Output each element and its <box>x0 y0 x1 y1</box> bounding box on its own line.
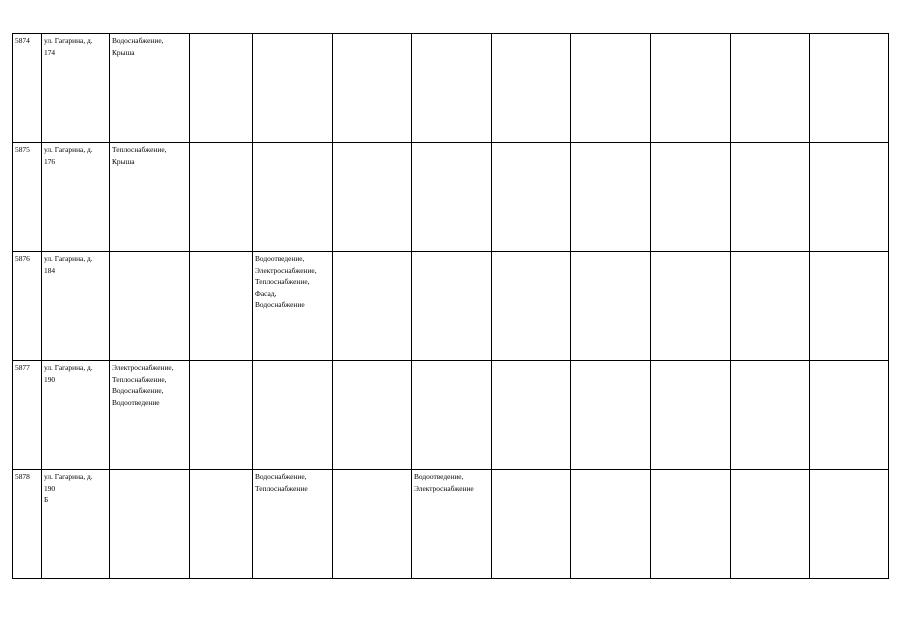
empty-cell <box>731 252 810 361</box>
empty-cell <box>651 34 731 143</box>
address-cell <box>42 361 110 470</box>
cell-text-line: Водоснабжение, <box>255 472 307 481</box>
row-number-cell <box>13 143 42 252</box>
table-row <box>13 361 889 470</box>
address-cell <box>42 470 110 579</box>
works-cell-col6 <box>333 143 412 252</box>
works-cell-col4 <box>190 252 253 361</box>
empty-cell <box>810 470 889 579</box>
works-cell-col3 <box>110 470 190 579</box>
works-cell-col3 <box>110 252 190 361</box>
works-cell-col5 <box>253 470 333 579</box>
works-cell-col5 <box>253 361 333 470</box>
cell-text-line: Водоснабжение <box>255 300 305 309</box>
empty-cell <box>651 252 731 361</box>
empty-cell <box>731 470 810 579</box>
cell-text-line: 190 <box>44 374 56 384</box>
cell-text-line: Крыша <box>112 156 135 166</box>
works-table <box>12 33 889 579</box>
cell-text-line: Теплоснабжение <box>255 483 308 493</box>
works-cell-col5 <box>253 34 333 143</box>
empty-cell <box>731 34 810 143</box>
cell-text-line: ул. Гагарина, д. <box>44 145 93 154</box>
works-cell-col6 <box>333 470 412 579</box>
table-row <box>13 470 889 579</box>
empty-cell <box>651 470 731 579</box>
works-cell-col4 <box>190 361 253 470</box>
works-cell-col7 <box>412 470 492 579</box>
empty-cell <box>492 252 571 361</box>
table-row <box>13 34 889 143</box>
works-cell-col4 <box>190 34 253 143</box>
works-cell-col3 <box>110 361 190 470</box>
cell-text-line: Водоснабжение, <box>112 36 164 45</box>
empty-cell <box>492 361 571 470</box>
cell-text-line: Крыша <box>112 47 135 57</box>
cell-text: 5878 <box>15 472 30 481</box>
cell-text-line: Водоотведение, <box>255 254 305 263</box>
cell-text-line: ул. Гагарина, д. <box>44 254 93 263</box>
cell-text-line: Водоотведение <box>112 397 160 407</box>
cell-text: 5874 <box>15 36 30 45</box>
works-cell-col4 <box>190 470 253 579</box>
cell-text-line: Электроснабжение, <box>255 265 317 275</box>
works-cell-col5 <box>253 252 333 361</box>
cell-text-line: Теплоснабжение, <box>112 145 167 154</box>
row-number-cell <box>13 361 42 470</box>
cell-text-line: Теплоснабжение, <box>112 374 167 384</box>
empty-cell <box>571 470 651 579</box>
address-cell <box>42 143 110 252</box>
empty-cell <box>651 361 731 470</box>
empty-cell <box>810 361 889 470</box>
table-row <box>13 252 889 361</box>
cell-text-line: 176 <box>44 156 56 166</box>
table-body <box>13 34 889 579</box>
empty-cell <box>731 143 810 252</box>
empty-cell <box>731 361 810 470</box>
cell-text-line: Водоотведение, <box>414 472 464 481</box>
empty-cell <box>571 143 651 252</box>
cell-text-line: Б <box>44 495 49 504</box>
works-cell-col5 <box>253 143 333 252</box>
row-number-cell <box>13 252 42 361</box>
cell-text-line: Электроснабжение <box>414 483 474 493</box>
empty-cell <box>651 143 731 252</box>
cell-text-line: Водоснабжение, <box>112 386 164 395</box>
address-cell <box>42 252 110 361</box>
cell-text: 5877 <box>15 363 30 372</box>
works-cell-col7 <box>412 361 492 470</box>
cell-text-line: Теплоснабжение, <box>255 277 310 286</box>
row-number-cell <box>13 34 42 143</box>
works-cell-col4 <box>190 143 253 252</box>
cell-text-line: Фасад, <box>255 288 277 298</box>
works-cell-col6 <box>333 34 412 143</box>
works-cell-col6 <box>333 252 412 361</box>
cell-text-line: 174 <box>44 47 56 57</box>
empty-cell <box>810 34 889 143</box>
cell-text: 5875 <box>15 145 30 154</box>
cell-text-line: ул. Гагарина, д. <box>44 363 93 372</box>
address-cell <box>42 34 110 143</box>
row-number-cell <box>13 470 42 579</box>
empty-cell <box>810 252 889 361</box>
cell-text-line: Электроснабжение, <box>112 363 174 372</box>
works-cell-col3 <box>110 34 190 143</box>
empty-cell <box>492 470 571 579</box>
works-cell-col6 <box>333 361 412 470</box>
works-cell-col7 <box>412 34 492 143</box>
empty-cell <box>571 34 651 143</box>
cell-text-line: 190 <box>44 483 56 493</box>
empty-cell <box>571 361 651 470</box>
cell-text-line: ул. Гагарина, д. <box>44 472 93 481</box>
empty-cell <box>492 34 571 143</box>
cell-text-line: ул. Гагарина, д. <box>44 36 93 45</box>
table-row <box>13 143 889 252</box>
empty-cell <box>571 252 651 361</box>
cell-text: 5876 <box>15 254 30 263</box>
works-cell-col3 <box>110 143 190 252</box>
works-cell-col7 <box>412 252 492 361</box>
empty-cell <box>492 143 571 252</box>
works-cell-col7 <box>412 143 492 252</box>
cell-text-line: 184 <box>44 265 56 275</box>
empty-cell <box>810 143 889 252</box>
